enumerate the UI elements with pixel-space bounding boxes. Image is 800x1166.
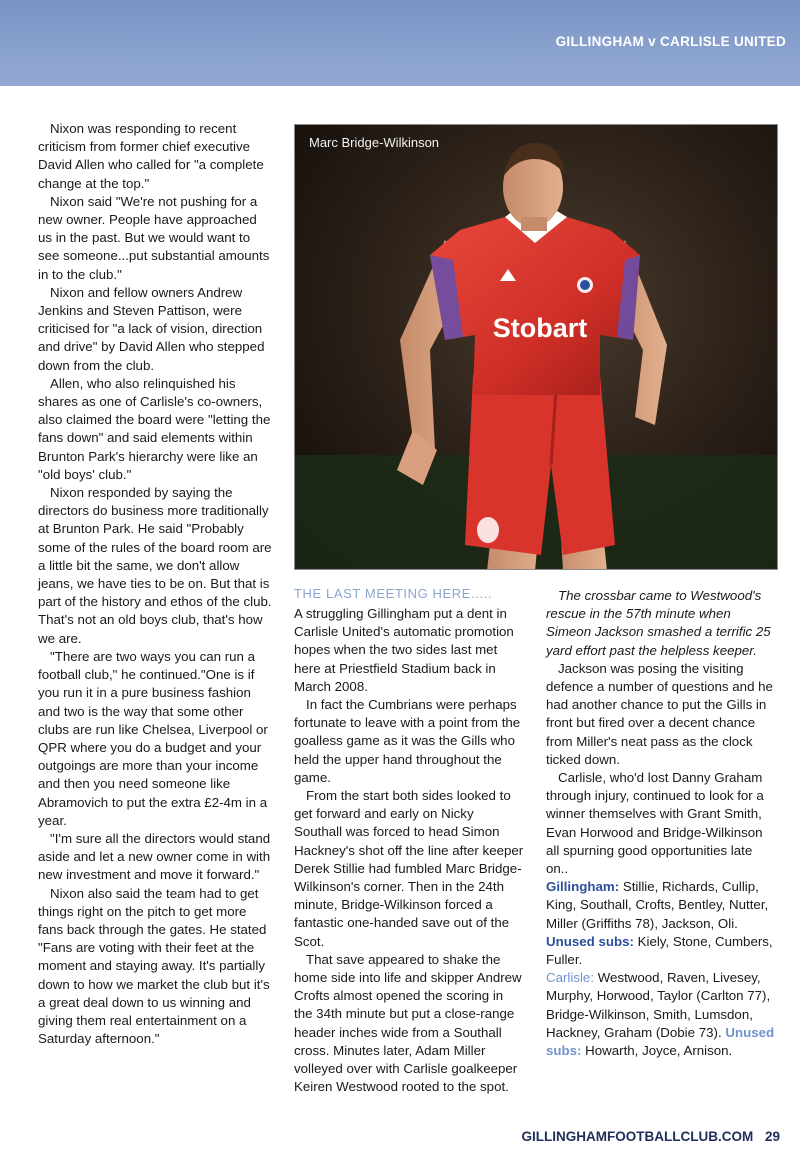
paragraph: The crossbar came to Westwood's rescue in the 57th minute when Simeon Jackson smashed a terrific 25 yard effort past the helpless keeper. bbox=[546, 588, 771, 658]
shirt-sponsor-text: Stobart bbox=[492, 313, 588, 343]
gillingham-unused: Kiely, Stone, Cumbers, Fuller. bbox=[546, 933, 773, 968]
paragraph: In fact the Cumbrians were perhaps fortunate to leave with a point from the goalless game as it was the Gills who held the upper hand throughout the game. bbox=[294, 697, 521, 785]
carlisle-label: Carlisle: bbox=[546, 970, 595, 986]
carlisle-unused: Howarth, Joyce, Arnison. bbox=[585, 1043, 733, 1059]
page-footer bbox=[513, 1129, 780, 1144]
paragraph: Nixon said "We're not pushing for a new owner. People have approached us in the past. But we would want to see someone...put substantial amounts in to the club." bbox=[38, 193, 270, 282]
page-number: 29 bbox=[764, 1129, 780, 1144]
photo-caption: Marc Bridge-Wilkinson bbox=[309, 135, 440, 150]
paragraph: Nixon was responding to recent criticism from former chief executive David Allen who called for "a complete change at the top." bbox=[38, 121, 264, 191]
paragraph: A struggling Gillingham put a dent in Carlisle United's automatic promotion hopes when the two sides last met here at Priestfield Stadium back in March 2008. bbox=[294, 606, 514, 694]
carlisle-unused-label: Unused subs: bbox=[546, 1024, 775, 1059]
carlisle-players: Westwood, Raven, Livesey, Murphy, Horwood, Taylor (Carlton 77), Bridge-Wilkinson, Smith, Lumsdon, Hackney, Graham (Dobie 73). bbox=[546, 970, 771, 1040]
article-column-1 bbox=[38, 120, 272, 1048]
article-column-2 bbox=[294, 605, 524, 1096]
gillingham-label: Gillingham: bbox=[546, 879, 620, 895]
paragraph: Jackson was posing the visiting defence a number of questions and he had another chance to put the Gills in front but fired over a decent chance from Miller's neat pass as the clock ticked down. bbox=[546, 660, 773, 767]
paragraph: Nixon also said the team had to get things right on the pitch to get more fans back through the gates. He stated "Fans are voting with their feet at the moment and staying away. It's partially down to how we market the club but it's a great deal down to us winning and giving them real entertainment on a Saturday afternoon." bbox=[38, 885, 270, 1047]
gillingham-players: Stillie, Richards, Cullip, King, Southall, Crofts, Bentley, Nutter, Miller (Griffiths 78), Jackson, Oli. bbox=[546, 879, 769, 931]
player-photo bbox=[294, 124, 778, 570]
paragraph: "I'm sure all the directors would stand aside and let a new owner come in with new investment and move it forward." bbox=[38, 830, 271, 883]
section-heading: THE LAST MEETING HERE..... bbox=[294, 586, 493, 601]
paragraph: From the start both sides looked to get forward and early on Nicky Southall was forced to head Simon Hackney's shot off the line after keeper Derek Stillie had fumbled Marc Bridge-Wilkinson's corner. Then in the 24th minute, Bridge-Wilkinson forced a fantastic one-handed save out of the Scot. bbox=[294, 788, 524, 949]
website-url: GILLINGHAMFOOTBALLCLUB.COM bbox=[521, 1129, 754, 1144]
header-banner bbox=[0, 0, 800, 86]
paragraph: Carlisle, who'd lost Danny Graham through injury, continued to look for a winner themselves with Grant Smith, Evan Horwood and Bridge-Wilkinson all spurning good opportunities late on.. bbox=[546, 770, 764, 877]
gillingham-lineup bbox=[546, 878, 778, 969]
paragraph: That save appeared to shake the home side into life and skipper Andrew Crofts almost opened the scoring in the 34th minute but put a close-range header inches wide from a Southall cross. Minutes later, Adam Miller volleyed over with Carlisle goalkeeper Keiren Westwood rooted to the spot. bbox=[294, 951, 522, 1095]
match-title: GILLINGHAM v CARLISLE UNITED bbox=[555, 34, 786, 49]
gillingham-unused-label: Unused subs: bbox=[546, 933, 634, 949]
player-photo-illustration bbox=[295, 125, 778, 570]
article-column-3 bbox=[546, 587, 778, 1060]
paragraph: Allen, who also relinquished his shares as one of Carlisle's co-owners, also claimed the board were "letting the fans down" and said elements within Brunton Park's hierarchy were like an "old boys' club." bbox=[38, 375, 271, 482]
paragraph: Nixon and fellow owners Andrew Jenkins and Steven Pattison, were criticised for "a lack of vision, direction and drive" by David Allen who stepped down from the club. bbox=[38, 284, 265, 373]
paragraph: "There are two ways you can run a football club," he continued."One is if you run it in a pure business fashion and two is the way that some other clubs are run like Chelsea, Liverpool or QPR where you do a budget and your outgoings are more than your income and then you need someone like Abramovich to put the extra £2-4m in a year. bbox=[38, 648, 268, 828]
carlisle-lineup bbox=[546, 969, 778, 1060]
paragraph: Nixon responded by saying the directors do business more traditionally at Brunton Park. He said "Probably some of the rules of the board room are a little bit the same, we don't allow jeans, we have ties to be on. But that is part of the history and ethos of the club. That's not an old boys club, that's how we are. bbox=[38, 485, 272, 646]
